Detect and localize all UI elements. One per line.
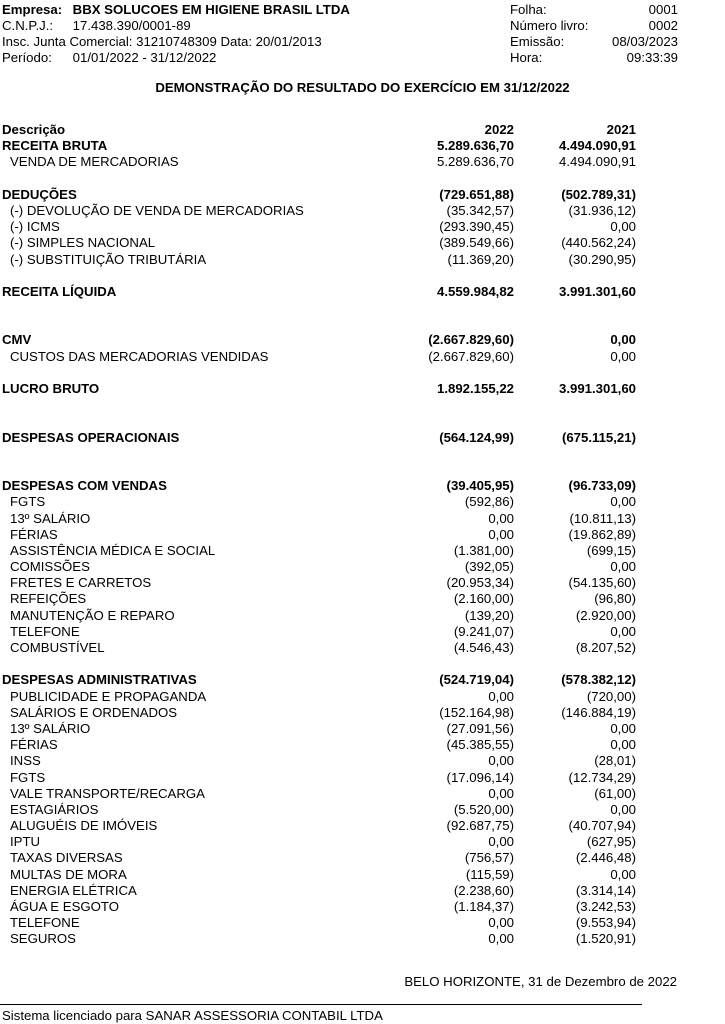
- row-value-2021: 0,00: [610, 720, 636, 736]
- cnpj-value: 17.438.390/0001-89: [72, 18, 191, 33]
- table-row: [0, 494, 725, 510]
- row-value-2022: (2.667.829,60): [428, 348, 514, 364]
- row-value-2021: (440.562,24): [561, 235, 636, 251]
- row-description: (-) SUBSTITUIÇÃO TRIBUTÁRIA: [10, 251, 207, 267]
- row-value-2022: 0,00: [488, 785, 514, 801]
- row-value-2022: (9.241,07): [453, 623, 514, 639]
- row-value-2021: 0,00: [610, 219, 636, 235]
- table-row: [0, 559, 725, 575]
- table-row: [0, 753, 725, 769]
- cnpj-label: C.N.P.J.:: [2, 18, 54, 33]
- table-row: [0, 527, 725, 543]
- table-row: [0, 883, 725, 899]
- row-description: ÁGUA E ESGOTO: [10, 899, 119, 915]
- empresa-label: Empresa:: [2, 2, 63, 17]
- row-value-2021: 3.991.301,60: [558, 283, 636, 299]
- row-value-2022: (756,57): [464, 850, 514, 866]
- row-value-2021: (31.936,12): [568, 202, 636, 218]
- row-description: (-) SIMPLES NACIONAL: [10, 235, 156, 251]
- row-value-2022: (1.184,37): [453, 899, 514, 915]
- table-row-group: [0, 672, 725, 688]
- row-value-2021: (10.811,13): [569, 510, 636, 526]
- row-value-2022: (2.238,60): [453, 882, 514, 898]
- table-row-group: [0, 478, 725, 494]
- emissao-value: 08/03/2023: [611, 34, 678, 49]
- row-value-2021: 0,00: [610, 332, 636, 348]
- row-value-2021: (1.520,91): [575, 931, 636, 947]
- row-value-2022: (115,59): [465, 866, 514, 882]
- table-row: [0, 575, 725, 591]
- row-value-2022: (139,20): [464, 607, 514, 623]
- table-row: [0, 591, 725, 607]
- row-description: TELEFONE: [10, 623, 80, 639]
- row-value-2022: (392,05): [464, 559, 514, 575]
- row-value-2022: (293.390,45): [439, 219, 514, 235]
- row-value-2021: (2.446,48): [575, 850, 636, 866]
- row-value-2022: (45.385,55): [446, 737, 514, 753]
- row-value-2021: 4.494.090,91: [558, 138, 636, 154]
- row-value-2022: (152.164,98): [439, 704, 514, 720]
- row-value-2021: (3.314,14): [575, 882, 636, 898]
- row-value-2022: (564.124,99): [439, 429, 514, 445]
- row-description: ENERGIA ELÉTRICA: [10, 882, 137, 898]
- row-value-2021: 0,00: [610, 801, 636, 817]
- row-value-2021: (61,00): [594, 785, 636, 801]
- row-description: FRETES E CARRETOS: [10, 575, 152, 591]
- row-description: RECEITA BRUTA: [2, 138, 108, 154]
- row-value-2022: (2.667.829,60): [428, 332, 514, 348]
- row-value-2021: 0,00: [610, 559, 636, 575]
- table-row: [0, 154, 725, 170]
- row-spacer: [0, 171, 725, 187]
- row-value-2022: 5.289.636,70: [436, 154, 514, 170]
- table-row: [0, 543, 725, 559]
- row-value-2022: (4.546,43): [453, 640, 514, 656]
- row-description: VALE TRANSPORTE/RECARGA: [10, 785, 205, 801]
- row-value-2021: (8.207,52): [575, 640, 636, 656]
- document-title: DEMONSTRAÇÃO DO RESULTADO DO EXERCÍCIO EM 31/12/2022: [155, 80, 570, 95]
- row-value-2022: (2.160,00): [453, 591, 514, 607]
- row-value-2021: (578.382,12): [561, 672, 636, 688]
- table-row-group: [0, 332, 725, 348]
- row-description: COMBUSTÍVEL: [10, 640, 105, 656]
- table-row: [0, 802, 725, 818]
- row-spacer: [0, 656, 725, 672]
- table-row-group: [0, 381, 725, 397]
- row-value-2021: (19.862,89): [568, 526, 636, 542]
- footer-divider: [0, 1004, 642, 1005]
- row-description: FGTS: [10, 769, 46, 785]
- row-value-2022: 0,00: [488, 688, 514, 704]
- row-description: ASSISTÊNCIA MÉDICA E SOCIAL: [10, 542, 216, 558]
- row-value-2022: (5.520,00): [453, 801, 514, 817]
- company-header: [2, 2, 350, 66]
- row-spacer: [0, 446, 725, 478]
- row-value-2022: 0,00: [488, 526, 514, 542]
- table-row: [0, 721, 725, 737]
- row-description: DESPESAS COM VENDAS: [2, 478, 167, 494]
- row-description: (-) DEVOLUÇÃO DE VENDA DE MERCADORIAS: [10, 202, 304, 218]
- row-description: (-) ICMS: [10, 219, 60, 235]
- row-value-2022: (524.719,04): [439, 672, 514, 688]
- hora-label: Hora:: [510, 50, 543, 65]
- row-value-2021: (675.115,21): [561, 429, 636, 445]
- folha-value: 0001: [648, 2, 678, 17]
- table-row: [0, 867, 725, 883]
- column-header-description: Descrição: [2, 122, 66, 137]
- row-value-2021: (3.242,53): [575, 899, 636, 915]
- row-description: MULTAS DE MORA: [10, 866, 127, 882]
- row-description: REFEIÇÕES: [10, 591, 87, 607]
- row-value-2022: 0,00: [488, 753, 514, 769]
- footer-license: Sistema licenciado para SANAR ASSESSORIA CONTABIL LTDA: [2, 1008, 383, 1023]
- row-value-2022: (20.953,34): [446, 575, 514, 591]
- row-spacer: [0, 268, 725, 284]
- row-description: PUBLICIDADE E PROPAGANDA: [10, 688, 207, 704]
- row-value-2022: (27.091,56): [446, 720, 514, 736]
- table-row: [0, 203, 725, 219]
- row-spacer: [0, 397, 725, 429]
- table-row: [0, 705, 725, 721]
- row-description: DESPESAS OPERACIONAIS: [2, 429, 180, 445]
- table-row: [0, 624, 725, 640]
- row-value-2021: (146.884,19): [561, 704, 636, 720]
- row-description: ALUGUÉIS DE IMÓVEIS: [10, 818, 158, 834]
- row-value-2021: (502.789,31): [561, 186, 636, 202]
- row-description: VENDA DE MERCADORIAS: [10, 154, 179, 170]
- emissao-label: Emissão:: [510, 34, 565, 49]
- row-value-2022: (1.381,00): [453, 542, 514, 558]
- table-row: [0, 786, 725, 802]
- row-value-2021: (9.553,94): [575, 915, 636, 931]
- row-description: 13º SALÁRIO: [10, 720, 91, 736]
- table-row: [0, 931, 725, 947]
- row-value-2021: (12.734,29): [568, 769, 636, 785]
- row-description: DEDUÇÕES: [2, 186, 77, 202]
- row-description: CMV: [2, 332, 32, 348]
- row-value-2022: 1.892.155,22: [436, 381, 514, 397]
- row-value-2021: (720,00): [586, 688, 636, 704]
- row-value-2021: 4.494.090,91: [558, 154, 636, 170]
- row-value-2022: 5.289.636,70: [436, 138, 514, 154]
- table-row: [0, 511, 725, 527]
- row-description: INSS: [10, 753, 41, 769]
- row-description: IPTU: [10, 834, 41, 850]
- folha-label: Folha:: [510, 2, 547, 17]
- row-value-2022: 0,00: [488, 915, 514, 931]
- row-description: TAXAS DIVERSAS: [10, 850, 123, 866]
- row-value-2022: (729.651,88): [439, 186, 514, 202]
- hora-value: 09:33:39: [626, 50, 678, 65]
- row-value-2021: 0,00: [610, 348, 636, 364]
- row-value-2022: (35.342,57): [446, 202, 514, 218]
- row-description: FGTS: [10, 494, 46, 510]
- row-value-2022: 4.559.984,82: [436, 283, 514, 299]
- column-header-2022: 2022: [484, 122, 514, 137]
- row-value-2021: (96,80): [594, 591, 636, 607]
- table-row: [0, 235, 725, 251]
- junta-comercial: Insc. Junta Comercial: 31210748309 Data: 20/01/2013: [2, 34, 322, 49]
- table-row: [0, 818, 725, 834]
- row-value-2022: (92.687,75): [446, 818, 514, 834]
- row-description: LUCRO BRUTO: [2, 381, 100, 397]
- table-row: [0, 640, 725, 656]
- row-value-2021: 0,00: [610, 623, 636, 639]
- row-value-2021: 0,00: [610, 737, 636, 753]
- row-value-2022: (11.369,20): [447, 251, 514, 267]
- row-value-2021: 0,00: [610, 494, 636, 510]
- table-row-group: [0, 284, 725, 300]
- table-row: [0, 349, 725, 365]
- row-description: ESTAGIÁRIOS: [10, 801, 99, 817]
- row-value-2021: (627,95): [586, 834, 636, 850]
- row-value-2022: 0,00: [488, 931, 514, 947]
- footer-date: BELO HORIZONTE, 31 de Dezembro de 2022: [404, 974, 677, 989]
- row-value-2022: (592,86): [464, 494, 514, 510]
- row-value-2021: (40.707,94): [568, 818, 636, 834]
- row-value-2022: 0,00: [488, 834, 514, 850]
- periodo-label: Período:: [2, 50, 52, 65]
- table-row: [0, 737, 725, 753]
- row-description: TELEFONE: [10, 915, 80, 931]
- row-value-2022: (17.096,14): [446, 769, 514, 785]
- row-description: 13º SALÁRIO: [10, 510, 91, 526]
- row-value-2021: 0,00: [610, 866, 636, 882]
- table-row: [0, 608, 725, 624]
- table-row: [0, 689, 725, 705]
- row-value-2022: (39.405,95): [446, 478, 514, 494]
- row-description: SEGUROS: [10, 931, 76, 947]
- livro-label: Número livro:: [510, 18, 589, 33]
- table-row: [0, 770, 725, 786]
- table-row-group: [0, 187, 725, 203]
- column-header-2021: 2021: [606, 122, 636, 137]
- table-row-group: [0, 138, 725, 154]
- row-description: FÉRIAS: [10, 737, 58, 753]
- table-row: [0, 850, 725, 866]
- row-description: COMISSÕES: [10, 559, 90, 575]
- row-value-2022: (389.549,66): [439, 235, 514, 251]
- income-statement-table: [0, 122, 725, 948]
- table-row: [0, 915, 725, 931]
- row-value-2022: 0,00: [488, 510, 514, 526]
- row-description: MANUTENÇÃO E REPARO: [10, 607, 175, 623]
- livro-value: 0002: [648, 18, 678, 33]
- table-header: [0, 122, 725, 138]
- table-row: [0, 252, 725, 268]
- table-row: [0, 834, 725, 850]
- row-value-2021: (699,15): [586, 542, 636, 558]
- row-value-2021: (96.733,09): [568, 478, 636, 494]
- row-value-2021: 3.991.301,60: [558, 381, 636, 397]
- row-description: RECEITA LÍQUIDA: [2, 283, 117, 299]
- empresa-value: BBX SOLUCOES EM HIGIENE BRASIL LTDA: [72, 2, 350, 17]
- row-value-2021: (30.290,95): [568, 251, 636, 267]
- row-spacer: [0, 365, 725, 381]
- table-row-group: [0, 430, 725, 446]
- row-description: CUSTOS DAS MERCADORIAS VENDIDAS: [10, 348, 269, 364]
- row-spacer: [0, 300, 725, 332]
- periodo-value: 01/01/2022 - 31/12/2022: [72, 50, 217, 65]
- row-value-2021: (54.135,60): [568, 575, 636, 591]
- row-value-2021: (2.920,00): [575, 607, 636, 623]
- row-description: SALÁRIOS E ORDENADOS: [10, 704, 178, 720]
- table-row: [0, 219, 725, 235]
- row-description: DESPESAS ADMINISTRATIVAS: [2, 672, 197, 688]
- document-meta: [510, 2, 678, 66]
- table-row: [0, 899, 725, 915]
- row-description: FÉRIAS: [10, 526, 58, 542]
- row-value-2021: (28,01): [594, 753, 636, 769]
